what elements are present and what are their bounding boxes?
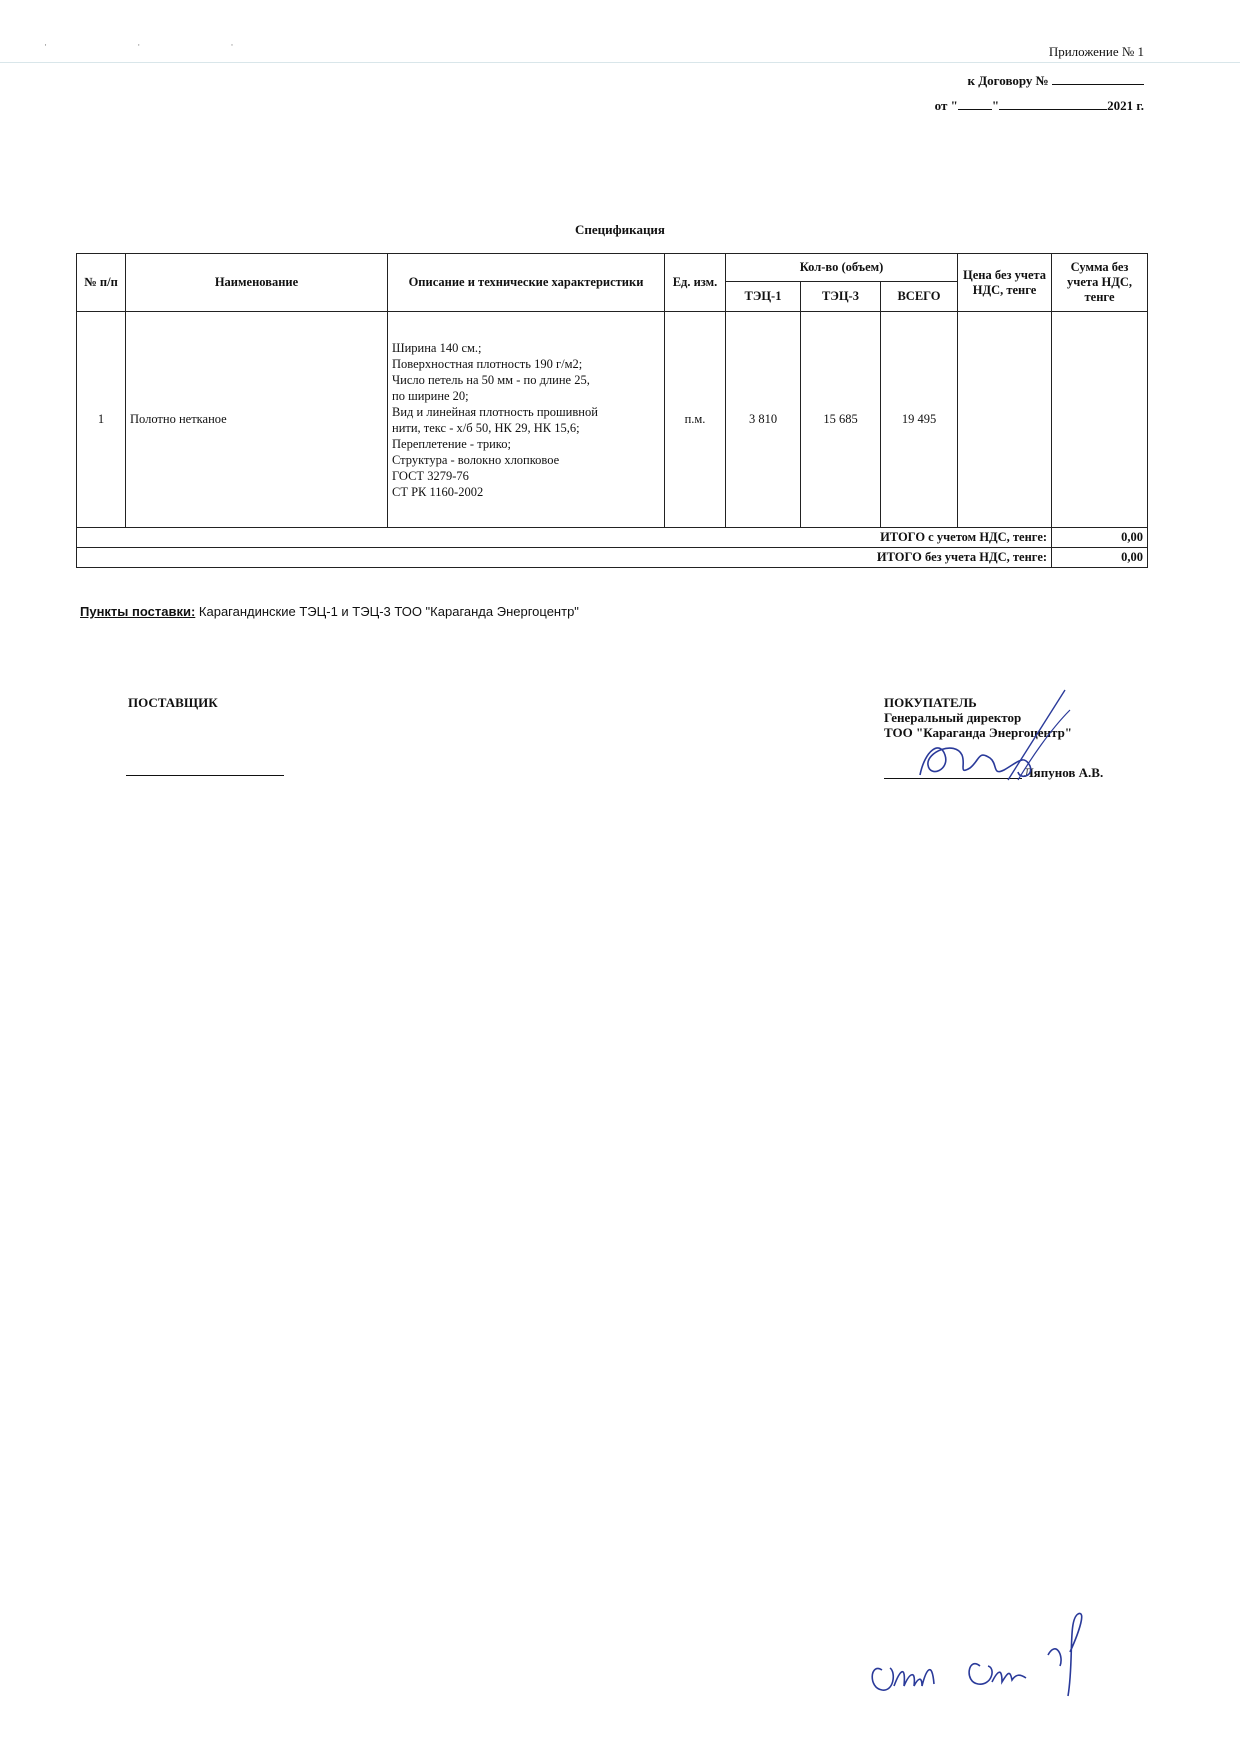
row-tec3: 15 685 bbox=[801, 312, 881, 528]
delivery-points bbox=[80, 604, 579, 619]
header-sum: Сумма без учета НДС, тенге bbox=[1052, 254, 1148, 312]
header-tec1: ТЭЦ-1 bbox=[726, 282, 801, 312]
description-line: нити, текс - х/б 50, НК 29, НК 15,6; bbox=[392, 420, 580, 435]
row-price bbox=[958, 312, 1052, 528]
supplier-title: ПОСТАВЩИК bbox=[128, 695, 218, 710]
contract-number-blank bbox=[1052, 72, 1144, 85]
date-month-blank bbox=[999, 97, 1107, 110]
delivery-text: Карагандинские ТЭЦ-1 и ТЭЦ-3 ТОО "Караганда Энергоцентр" bbox=[198, 604, 579, 619]
description-line: Переплетение - трико; bbox=[392, 436, 511, 451]
total-with-vat-label: ИТОГО с учетом НДС, тенге: bbox=[77, 528, 1052, 548]
specification-table bbox=[76, 253, 1148, 568]
description-line: Структура - волокно хлопковое bbox=[392, 452, 560, 467]
scan-edge-line bbox=[0, 62, 1240, 63]
buyer-company: ТОО "Караганда Энергоцентр" bbox=[884, 725, 1073, 740]
buyer-name: Ляпунов А.В. bbox=[1024, 765, 1104, 780]
header-tec3: ТЭЦ-3 bbox=[801, 282, 881, 312]
description-line: Число петель на 50 мм - по длине 25, bbox=[392, 372, 590, 387]
total-with-vat-value: 0,00 bbox=[1052, 528, 1148, 548]
total-without-vat-value: 0,00 bbox=[1052, 548, 1148, 568]
date-suffix: 2021 г. bbox=[1107, 98, 1144, 113]
row-sum bbox=[1052, 312, 1148, 528]
description-line: Вид и линейная плотность прошивной bbox=[392, 404, 598, 419]
table-row bbox=[77, 312, 1148, 528]
row-description bbox=[388, 312, 665, 528]
row-tec1: 3 810 bbox=[726, 312, 801, 528]
header-total: ВСЕГО bbox=[881, 282, 958, 312]
header-unit: Ед. изм. bbox=[665, 254, 726, 312]
row-unit: п.м. bbox=[665, 312, 726, 528]
header-quantity-group: Кол-во (объем) bbox=[726, 254, 958, 282]
contract-reference bbox=[968, 72, 1145, 89]
row-num: 1 bbox=[77, 312, 126, 528]
header-price: Цена без учета НДС, тенге bbox=[958, 254, 1052, 312]
date-mid: " bbox=[991, 98, 1000, 113]
date-day-blank bbox=[958, 97, 992, 110]
buyer-title: ПОКУПАТЕЛЬ bbox=[884, 695, 977, 710]
total-with-vat-row bbox=[77, 528, 1148, 548]
supplier-signature-line bbox=[126, 775, 284, 776]
description-line: СТ РК 1160-2002 bbox=[392, 484, 484, 499]
header-name: Наименование bbox=[126, 254, 388, 312]
description-line: Ширина 140 см.; bbox=[392, 340, 482, 355]
description-line: ГОСТ 3279-76 bbox=[392, 468, 469, 483]
document-title: Спецификация bbox=[575, 222, 665, 237]
contract-prefix: к Договору № bbox=[967, 73, 1049, 88]
total-without-vat-row bbox=[77, 548, 1148, 568]
appendix-label: Приложение № 1 bbox=[1048, 44, 1144, 59]
header-description: Описание и технические характеристики bbox=[388, 254, 665, 312]
buyer-signature bbox=[900, 680, 1080, 790]
buyer-position: Генеральный директор bbox=[884, 710, 1022, 725]
header-num: № п/п bbox=[77, 254, 126, 312]
row-total: 19 495 bbox=[881, 312, 958, 528]
description-line: Поверхностная плотность 190 г/м2; bbox=[392, 356, 583, 371]
initials-signatures bbox=[860, 1600, 1120, 1710]
description-line: по ширине 20; bbox=[392, 388, 469, 403]
delivery-label: Пункты поставки: bbox=[80, 604, 196, 619]
total-without-vat-label: ИТОГО без учета НДС, тенге: bbox=[77, 548, 1052, 568]
scan-specks: · · · bbox=[44, 40, 278, 50]
date-prefix: от " bbox=[934, 98, 958, 113]
table-header-row bbox=[77, 254, 1148, 282]
contract-date bbox=[935, 97, 1144, 114]
row-name: Полотно нетканое bbox=[126, 312, 388, 528]
